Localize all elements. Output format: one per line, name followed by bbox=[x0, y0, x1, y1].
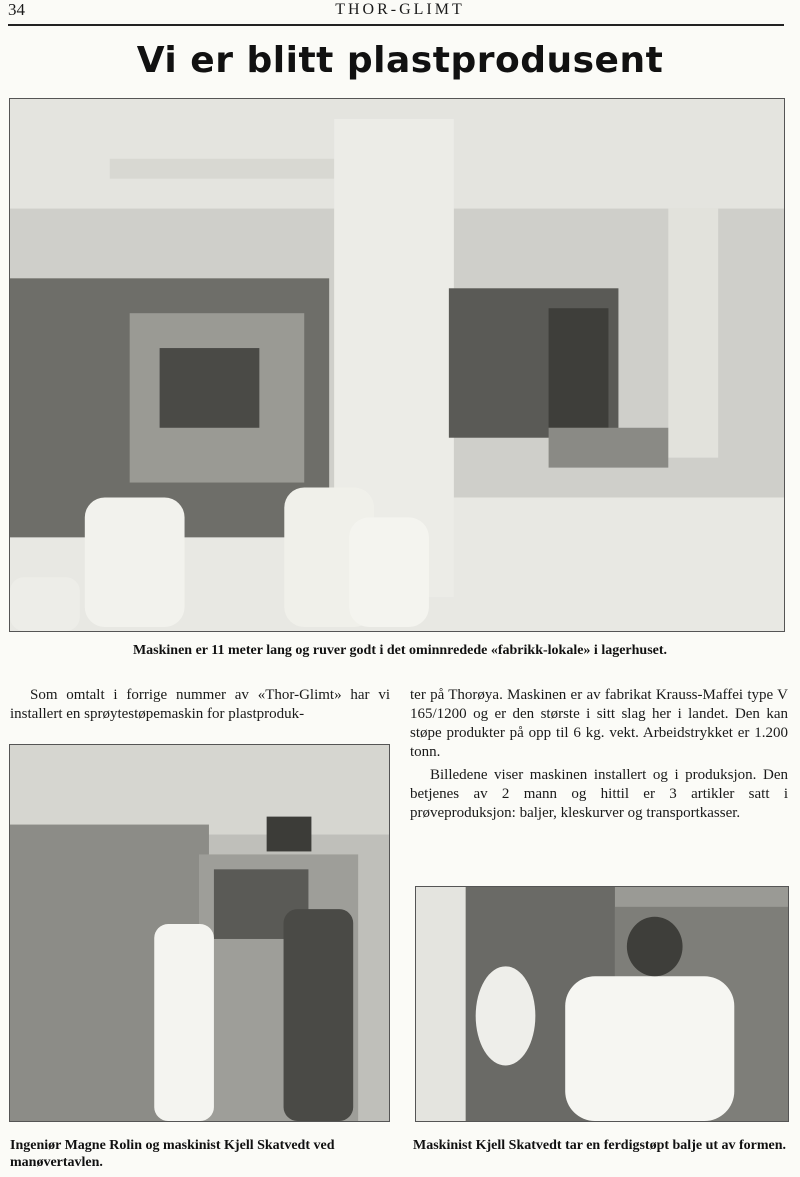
main-factory-photo bbox=[9, 98, 785, 632]
mold-photo bbox=[415, 886, 789, 1122]
main-photo-caption: Maskinen er 11 meter lang og ruver godt i det ominnredede «fabrikk-lokale» i lagerhuset. bbox=[132, 643, 668, 658]
page-number: 34 bbox=[8, 0, 25, 19]
running-head: THOR-GLIMT bbox=[335, 1, 465, 18]
header-rule bbox=[8, 24, 784, 26]
article-headline: Vi er blitt plastprodusent bbox=[136, 40, 664, 81]
control-panel-photo bbox=[9, 744, 390, 1122]
mold-photo-caption: Maskinist Kjell Skatvedt tar en ferdigstøpt balje ut av formen. bbox=[413, 1138, 787, 1153]
article-text-right-column-p1: ter på Thorøya. Maskinen er av fabrikat Krauss-Maffei type V 165/1200 og er den største i sitt slag her i landet. Den kan støpe produkter på opp til 6 kg. vekt. Arbeidstrykket er 1.200 tonn. bbox=[410, 687, 788, 760]
control-panel-caption: Ingeniør Magne Rolin og maskinist Kjell Skatvedt ved manøvertavlen. bbox=[10, 1138, 335, 1170]
article-text-right-column-p2: Billedene viser maskinen installert og i produksjon. Den betjenes av 2 mann og hittil er 3 artikler satt i prøveproduksjon: baljer, kleskurver og transportkasser. bbox=[410, 767, 788, 821]
article-text-left-column: Som omtalt i forrige nummer av «Thor-Glimt» har vi installert en sprøytestøpemaskin for plastproduk- bbox=[10, 687, 390, 722]
